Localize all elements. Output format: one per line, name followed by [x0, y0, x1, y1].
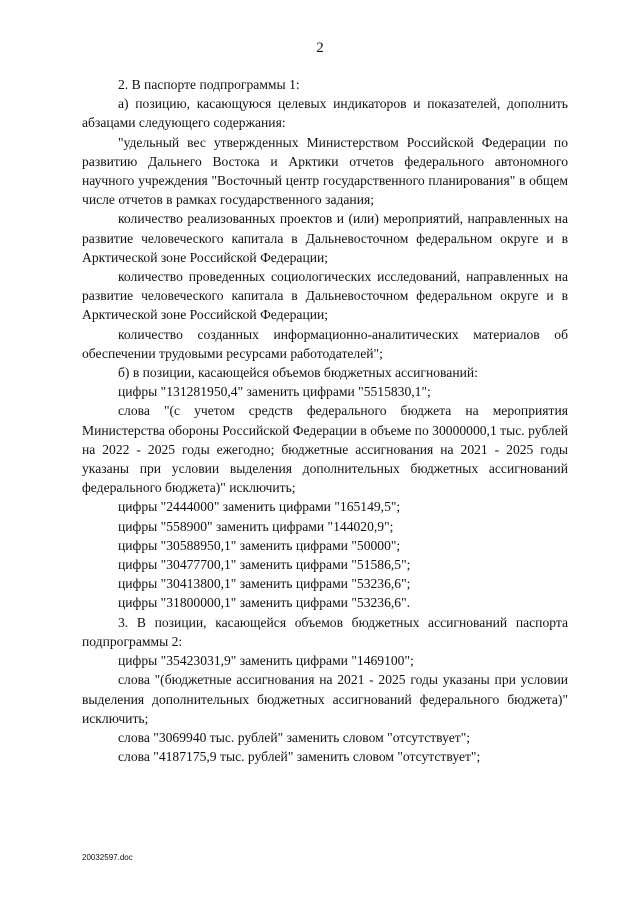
paragraph-replace-35423031: цифры "35423031,9" заменить цифрами "1469100";	[118, 653, 414, 669]
paragraph-indicator-materials-count: количество созданных информационно-аналитических материалов об обеспечении трудовыми ресурсами работодателей";	[82, 326, 568, 361]
paragraph-item-a: а) позицию, касающуюся целевых индикаторов и показателей, дополнить абзацами следующего содержания:	[82, 96, 568, 131]
paragraph-indicator-reports-share: "удельный вес утвержденных Министерством Российской Федерации по развитию Дальнего Востока и Арктики отчетов федерального автономного научного учреждения "Восточный центр государственного планирования" в общем числе отчетов в рамках государственного задания;	[82, 134, 568, 208]
paragraph-replace-4187175: слова "4187175,9 тыс. рублей" заменить словом "отсутствует";	[118, 749, 481, 765]
paragraph-replace-2444000: цифры "2444000" заменить цифрами "165149,5";	[118, 499, 401, 515]
paragraph-replace-31800000: цифры "31800000,1" заменить цифрами "53236,6".	[118, 595, 411, 611]
paragraph-replace-30588950: цифры "30588950,1" заменить цифрами "50000";	[118, 537, 401, 553]
paragraph-remove-words-2: слова "(бюджетные ассигнования на 2021 - 2025 годы указаны при условии выделения дополнительных бюджетных ассигнований федерального бюджета)" исключить;	[82, 672, 568, 726]
paragraph-replace-558900: цифры "558900" заменить цифрами "144020,9";	[118, 518, 394, 534]
paragraph-replace-30477700: цифры "30477700,1" заменить цифрами "51586,5";	[118, 557, 411, 573]
paragraph-replace-total: цифры "131281950,4" заменить цифрами "5515830,1";	[118, 384, 431, 400]
paragraph-remove-words-1: слова "(с учетом средств федерального бюджета на мероприятия Министерства обороны Российской Федерации в объеме по 30000000,1 тыс. рублей на 2022 - 2025 годы ежегодно; бюджетные ассигнования на 2021 - 2025 годы указаны при условии выделения дополнительных бюджетных ассигнований федерального бюджета)" исключить;	[82, 403, 568, 496]
document-file-code: 20032597.doc	[82, 853, 133, 862]
paragraph-section-3-heading: 3. В позиции, касающейся объемов бюджетных ассигнований паспорта подпрограммы 2:	[82, 614, 568, 649]
paragraph-indicator-studies-count: количество проведенных социологических исследований, направленных на развитие человеческого капитала в Дальневосточном федеральном округе и в Арктической зоне Российской Федерации;	[82, 269, 568, 323]
paragraph-replace-3069940: слова "3069940 тыс. рублей" заменить словом "отсутствует";	[118, 729, 471, 745]
document-body	[82, 75, 568, 766]
page-number: 2	[316, 40, 324, 56]
paragraph-replace-30413800: цифры "30413800,1" заменить цифрами "53236,6";	[118, 576, 411, 592]
paragraph-item-b: б) в позиции, касающейся объемов бюджетных ассигнований:	[118, 365, 478, 381]
paragraph-indicator-projects-count: количество реализованных проектов и (или) мероприятий, направленных на развитие человеческого капитала в Дальневосточном федеральном округе и в Арктической зоне Российской Федерации;	[82, 211, 568, 265]
paragraph-section-2-heading: 2. В паспорте подпрограммы 1:	[118, 77, 300, 92]
